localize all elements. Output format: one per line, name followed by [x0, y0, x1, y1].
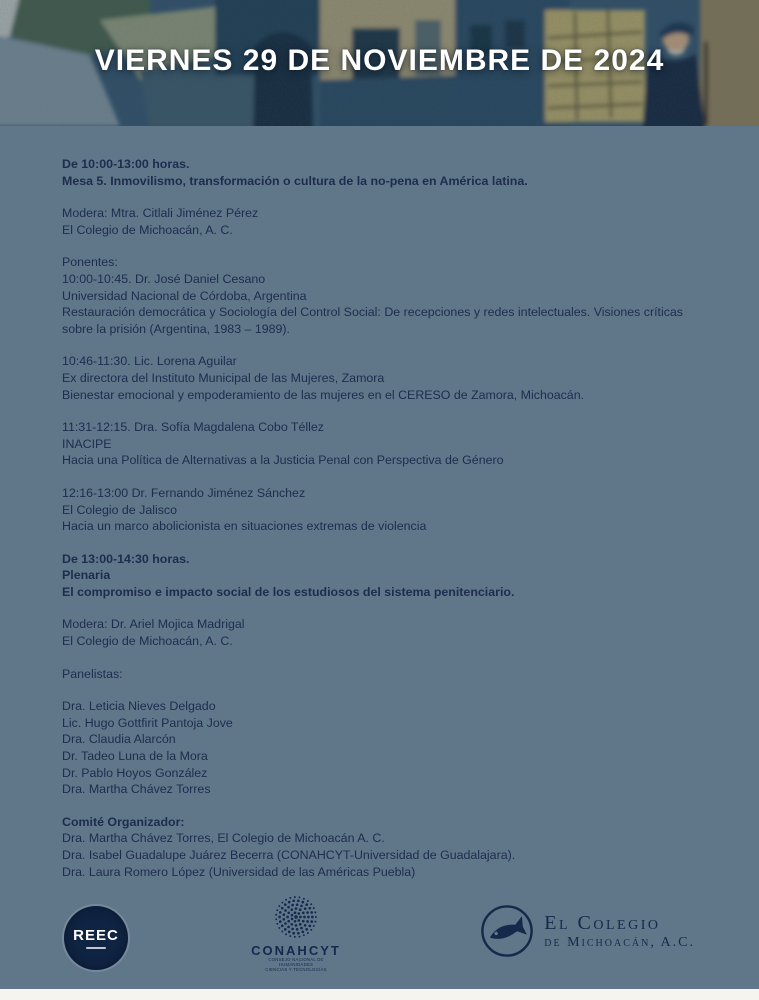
program-text-line: Dra. Leticia Nieves Delgado [62, 699, 216, 714]
program-block [62, 616, 711, 649]
program-content [0, 126, 759, 896]
reec-logo-label: REEC [73, 927, 119, 944]
conahcyt-tagline-line2: CIENCIAS Y TECNOLOGÍAS [265, 968, 327, 973]
program-text-line: Dra. Isabel Guadalupe Juárez Becerra (CONAHCYT-Universidad de Guadalajara). [62, 848, 516, 862]
conahcyt-logo [236, 894, 356, 979]
program-text-line: Modera: Mtra. Citlali Jiménez Pérez [62, 206, 259, 221]
program-block [62, 353, 711, 403]
program-text-line: 10:00-10:45. Dr. José Daniel Cesano [62, 271, 266, 286]
program-block [62, 156, 711, 189]
reec-logo-rule [86, 947, 106, 949]
program-text-line: El Colegio de Jalisco [62, 502, 178, 517]
program-text-line: Dr. Tadeo Luna de la Mora [62, 749, 208, 764]
page-title: VIERNES 29 DE NOVIEMBRE DE 2024 [94, 44, 665, 77]
program-block [62, 485, 711, 535]
program-text-line: Universidad Nacional de Córdoba, Argentina [62, 288, 307, 303]
program-text-line: 12:16-13:00 Dr. Fernando Jiménez Sánchez [62, 485, 306, 500]
conahcyt-tagline-line1: CONSEJO NACIONAL DE HUMANIDADES [268, 958, 324, 968]
program-text-line: 10:46-11:30. Lic. Lorena Aguilar [62, 354, 237, 369]
program-heading-line: Plenaria [62, 568, 111, 583]
colmich-logo-text [544, 912, 695, 951]
program-text-line: Dra. Martha Chávez Torres, El Colegio de Michoacán A. C. [62, 831, 385, 846]
program-text-line: Hacia un marco abolicionista en situaciones extremas de violencia [62, 519, 427, 534]
program-block [62, 551, 711, 601]
program-text-line: Dr. Pablo Hoyos González [62, 765, 208, 780]
program-text-line: Dra. Laura Romero López (Universidad de las Américas Puebla) [62, 864, 416, 879]
program-text-line: Hacia una Política de Alternativas a la Justicia Penal con Perspectiva de Género [62, 453, 504, 468]
footer-logos [0, 892, 759, 988]
conahcyt-logo-name: CONAHCYT [251, 943, 341, 958]
program-block [62, 419, 711, 469]
program-text-line: Modera: Dr. Ariel Mojica Madrigal [62, 617, 245, 632]
program-block [62, 814, 711, 880]
conahcyt-emblem-icon [273, 894, 319, 940]
program-text-line: El Colegio de Michoacán, A. C. [62, 634, 233, 649]
program-text-line: Lic. Hugo Gottfirit Pantoja Jove [62, 715, 233, 730]
colmich-name-line2: de Michoacán, A.C. [544, 934, 695, 950]
program-text-line: Bienestar emocional y empoderamiento de las mujeres en el CERESO de Zamora, Michoacán. [62, 387, 585, 402]
program-text-line: INACIPE [62, 436, 112, 451]
program-block [62, 254, 711, 337]
program-heading-line: Comité Organizador: [62, 814, 185, 829]
program-text-line: Ponentes: [62, 255, 118, 270]
program-text-line: Dra. Martha Chávez Torres [62, 782, 211, 797]
colmich-name-line1: El Colegio [544, 911, 661, 934]
program-heading-line: De 10:00-13:00 horas. [62, 157, 190, 171]
program-heading-line: El compromiso e impacto social de los estudiosos del sistema penitenciario. [62, 584, 515, 599]
program-text-line: El Colegio de Michoacán, A. C. [62, 222, 233, 237]
colmich-logo [480, 904, 695, 958]
program-block [62, 698, 711, 798]
program-text-line: 11:31-12:15. Dra. Sofía Magdalena Cobo Téllez [62, 420, 324, 435]
program-block [62, 205, 711, 238]
program-text-line: Dra. Claudia Alarcón [62, 732, 176, 747]
fish-emblem-icon [480, 904, 534, 958]
scan-bottom-edge [0, 989, 759, 1000]
program-text-line: Panelistas: [62, 666, 123, 681]
conahcyt-tagline [253, 958, 339, 973]
reec-logo [64, 906, 128, 970]
program-text-line: Ex directora del Instituto Municipal de las Mujeres, Zamora [62, 370, 385, 385]
program-heading-line: De 13:00-14:30 horas. [62, 551, 190, 566]
program-block [62, 666, 711, 683]
program-heading-line: Mesa 5. Inmovilismo, transformación o cultura de la no-pena en América latina. [62, 173, 528, 188]
program-text-line: Restauración democrática y Sociología del Control Social: De recepciones y redes intelectuales. Visiones críticas sobre la prisión (Argentina, 1983 – 1989). [62, 305, 683, 336]
header-banner [0, 0, 759, 126]
